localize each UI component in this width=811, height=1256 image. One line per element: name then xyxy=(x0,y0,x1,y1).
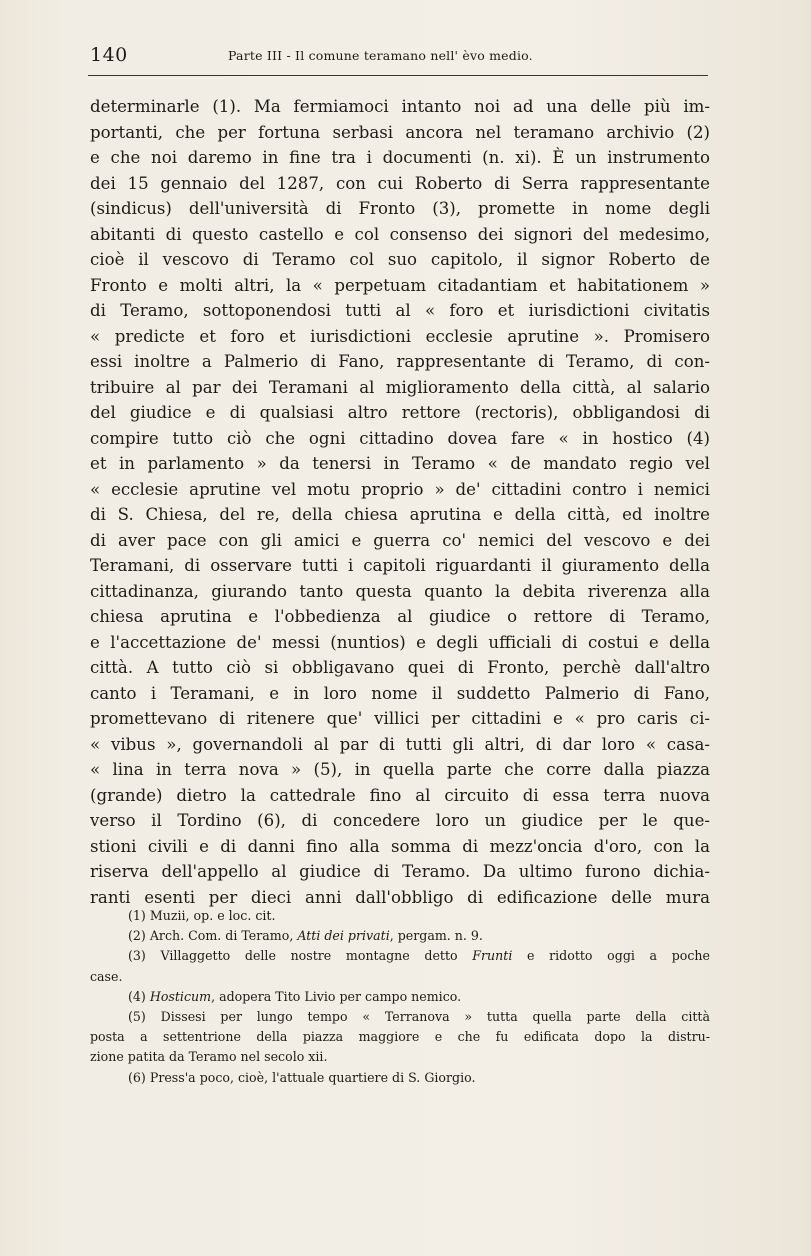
text-line: Fronto e molti altri, la « perpetuam citadantiam et habitationem » xyxy=(90,275,710,295)
running-head: Parte III - Il comune teramano nell' èvo medio. xyxy=(228,48,533,63)
text-line: verso il Tordino (6), di concedere loro un giudice per le que- xyxy=(90,811,710,830)
footnote-2-title: Atti dei privati xyxy=(297,928,390,944)
footnote-3-rest: e ridotto oggi a poche xyxy=(512,948,710,964)
text-line: abitanti di questo castello e col consenso dei signori del medesimo, xyxy=(90,224,710,244)
footnote-3-continuation: case. xyxy=(90,968,123,984)
text-line: cioè il vescovo di Teramo col suo capitolo, il signor Roberto de xyxy=(90,250,710,269)
text-line: dei 15 gennaio del 1287, con cui Roberto di Serra rappresentante xyxy=(90,173,710,193)
text-line: determinarle (1). Ma fermiamoci intanto noi ad una delle più im- xyxy=(90,97,710,116)
header-rule xyxy=(88,75,708,76)
footnote-5-line1: (5) Dissesi per lungo tempo « Terranova » tutta quella parte della città xyxy=(128,1008,710,1024)
text-line: essi inoltre a Palmerio di Fano, rappresentante di Teramo, di con- xyxy=(90,352,710,371)
text-line: « vibus », governandoli al par di tutti gli altri, di dar loro « casa- xyxy=(90,734,710,754)
text-line: di aver pace con gli amici e guerra co' nemici del vescovo e dei xyxy=(90,530,710,550)
footnote-3-text: (3) Villaggetto delle nostre montagne detto xyxy=(128,948,473,964)
footnote-1: (1) Muzii, op. e loc. cit. xyxy=(128,908,276,923)
footnote-2 xyxy=(90,926,710,946)
footnote-4 xyxy=(90,987,710,1007)
text-line: e che noi daremo in fine tra i documenti (n. xi). È un instrumento xyxy=(90,148,710,167)
footnotes xyxy=(90,906,710,1088)
text-line: città. A tutto ciò si obbligavano quei di Fronto, perchè dall'altro xyxy=(90,658,710,677)
page-number: 140 xyxy=(90,44,128,66)
page-header xyxy=(90,44,710,66)
footnote-5-line3: zione patita da Teramo nel secolo xii. xyxy=(90,1049,328,1065)
text-line: compire tutto ciò che ogni cittadino dovea fare « in hostico (4) xyxy=(90,428,710,448)
text-line: stioni civili e di danni fino alla somma di mezz'oncia d'oro, con la xyxy=(90,836,710,856)
text-line: (sindicus) dell'università di Fronto (3), promette in nome degli xyxy=(90,199,710,218)
text-line: promettevano di ritenere que' villici per cittadini e « pro caris ci- xyxy=(90,709,710,728)
text-line: di Teramo, sottoponendosi tutti al « foro et iurisdictioni civitatis xyxy=(90,301,710,320)
footnote-5-line2: posta a settentrione della piazza maggiore e che fu edificata dopo la distru- xyxy=(90,1029,710,1045)
text-line: « lina in terra nova » (5), in quella parte che corre dalla piazza xyxy=(90,760,710,779)
text-line: e l'accettazione de' messi (nuntios) e degli ufficiali di costui e della xyxy=(90,632,710,652)
text-line: riserva dell'appello al giudice di Teramo. Da ultimo furono dichia- xyxy=(90,862,710,881)
footnote-3-place: Frunti xyxy=(472,948,513,964)
footnote-3 xyxy=(90,946,710,966)
text-line: del giudice e di qualsiasi altro rettore (rectoris), obbligandosi di xyxy=(90,403,710,422)
main-text xyxy=(90,94,710,910)
text-line: chiesa aprutina e l'obbedienza al giudice o rettore di Teramo, xyxy=(90,607,710,626)
footnote-4-term: Hosticum xyxy=(149,988,212,1004)
footnote-4-text: , adopera Tito Livio per campo nemico. xyxy=(211,988,462,1004)
text-line: (grande) dietro la cattedrale fino al circuito di essa terra nuova xyxy=(90,785,710,805)
text-line: Teramani, di osservare tutti i capitoli riguardanti il giuramento della xyxy=(90,556,710,575)
footnote-2-text: (2) Arch. Com. di Teramo, xyxy=(128,928,298,944)
footnote-6: (6) Press'a poco, cioè, l'attuale quartiere di S. Giorgio. xyxy=(128,1069,476,1085)
text-line: di S. Chiesa, del re, della chiesa aprutina e della città, ed inoltre xyxy=(90,505,710,524)
text-line: « ecclesie aprutine vel motu proprio » de' cittadini contro i nemici xyxy=(90,479,710,499)
footnote-2-ref: , pergam. n. 9. xyxy=(389,928,483,944)
text-line: « predicte et foro et iurisdictioni ecclesie aprutine ». Promisero xyxy=(90,326,710,346)
text-line: cittadinanza, giurando tanto questa quanto la debita riverenza alla xyxy=(90,581,710,601)
text-line: tribuire al par dei Teramani al miglioramento della città, al salario xyxy=(90,377,710,397)
text-line: et in parlamento » da tenersi in Teramo « de mandato regio vel xyxy=(90,454,710,473)
text-line: canto i Teramani, e in loro nome il suddetto Palmerio di Fano, xyxy=(90,683,710,703)
text-line: portanti, che per fortuna serbasi ancora nel teramano archivio (2) xyxy=(90,122,710,142)
text-line: ranti esenti per dieci anni dall'obbligo di edificazione delle mura xyxy=(90,887,710,907)
footnote-4-num: (4) xyxy=(128,988,150,1004)
